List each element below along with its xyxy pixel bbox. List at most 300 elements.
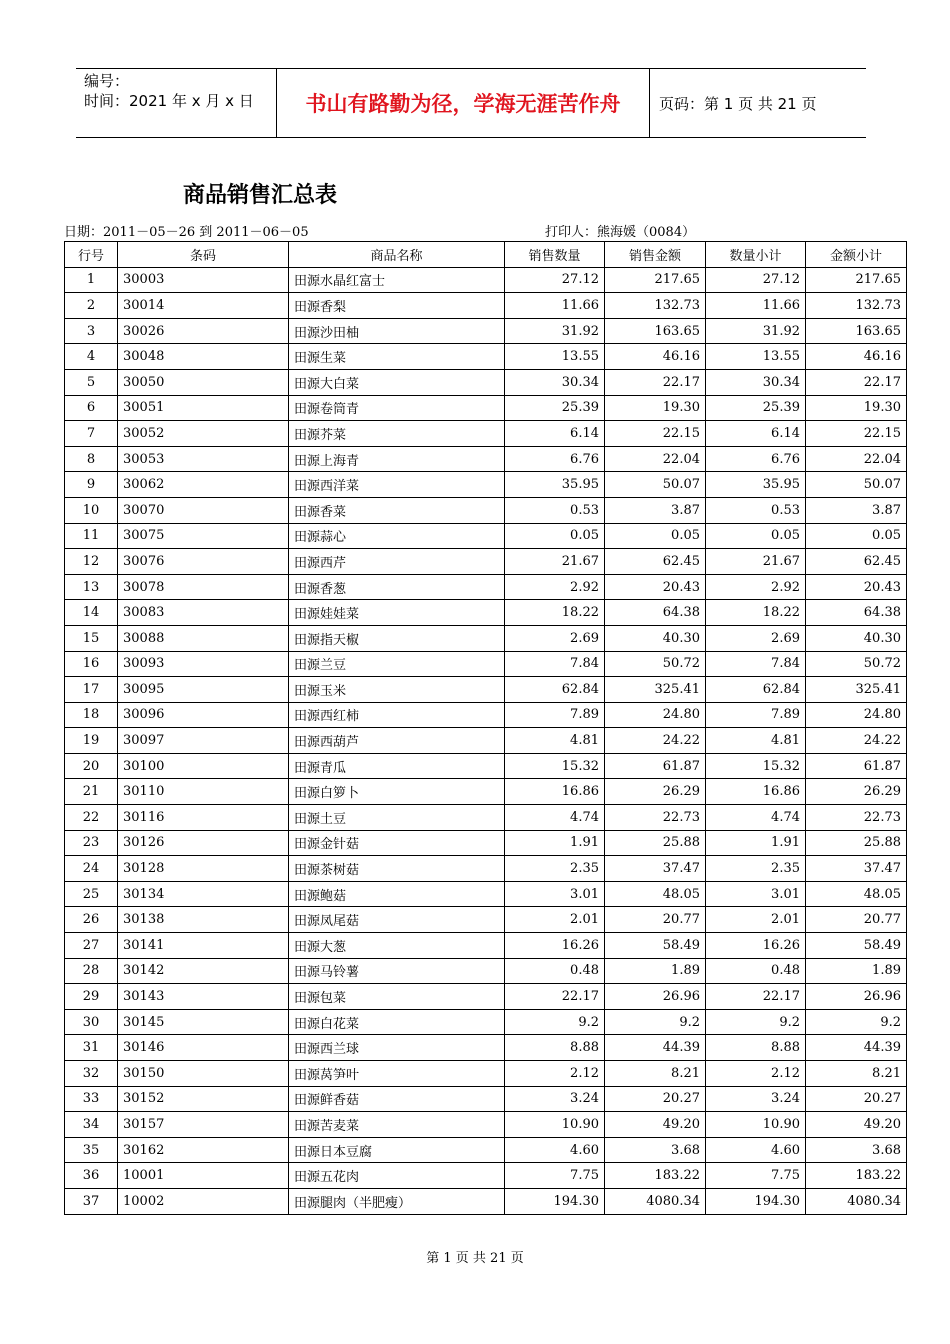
sales-quantity-cell: 31.92 [505,318,605,344]
sales-quantity-cell: 16.26 [505,933,605,959]
quantity-subtotal-cell: 194.30 [706,1188,806,1214]
product-name-cell: 田源香葱 [289,574,505,600]
sales-amount-cell: 3.87 [605,497,706,523]
row-number-cell: 18 [65,702,118,728]
product-name-cell: 田源西葫芦 [289,728,505,754]
barcode-cell: 30003 [118,267,289,293]
product-name-cell: 田源蒜心 [289,523,505,549]
amount-subtotal-cell: 217.65 [806,267,907,293]
sales-quantity-cell: 35.95 [505,472,605,498]
column-header: 金额小计 [806,242,907,268]
row-number-cell: 27 [65,933,118,959]
row-number-cell: 9 [65,472,118,498]
sales-quantity-cell: 25.39 [505,395,605,421]
row-number-cell: 25 [65,881,118,907]
date-range: 日期：2011－05－26 到 2011－06－05 [64,225,309,240]
quantity-subtotal-cell: 35.95 [706,472,806,498]
product-name-cell: 田源西洋菜 [289,472,505,498]
column-header: 数量小计 [706,242,806,268]
sales-amount-cell: 40.30 [605,625,706,651]
sales-amount-cell: 37.47 [605,856,706,882]
barcode-cell: 30052 [118,421,289,447]
sales-quantity-cell: 2.92 [505,574,605,600]
sales-quantity-cell: 9.2 [505,1009,605,1035]
amount-subtotal-cell: 64.38 [806,600,907,626]
table-row [65,651,907,677]
row-number-cell: 22 [65,805,118,831]
table-row [65,1009,907,1035]
product-name-cell: 田源水晶红富士 [289,267,505,293]
barcode-cell: 30152 [118,1086,289,1112]
barcode-cell: 30053 [118,446,289,472]
sales-amount-cell: 62.45 [605,549,706,575]
table-header-row [65,242,907,268]
row-number-cell: 26 [65,907,118,933]
row-number-cell: 37 [65,1188,118,1214]
row-number-cell: 10 [65,497,118,523]
barcode-cell: 30051 [118,395,289,421]
barcode-cell: 30141 [118,933,289,959]
barcode-cell: 30097 [118,728,289,754]
sales-quantity-cell: 6.14 [505,421,605,447]
product-name-cell: 田源马铃薯 [289,958,505,984]
quantity-subtotal-cell: 0.53 [706,497,806,523]
quantity-subtotal-cell: 6.14 [706,421,806,447]
amount-subtotal-cell: 62.45 [806,549,907,575]
sales-amount-cell: 24.80 [605,702,706,728]
table-row [65,600,907,626]
sales-amount-cell: 50.72 [605,651,706,677]
barcode-cell: 30076 [118,549,289,575]
barcode-cell: 30070 [118,497,289,523]
row-number-cell: 34 [65,1112,118,1138]
sales-quantity-cell: 22.17 [505,984,605,1010]
sales-quantity-cell: 2.01 [505,907,605,933]
quantity-subtotal-cell: 31.92 [706,318,806,344]
barcode-cell: 30146 [118,1035,289,1061]
sales-amount-cell: 3.68 [605,1137,706,1163]
table-row [65,523,907,549]
product-name-cell: 田源五花肉 [289,1163,505,1189]
sales-amount-cell: 163.65 [605,318,706,344]
row-number-cell: 19 [65,728,118,754]
amount-subtotal-cell: 22.73 [806,805,907,831]
quantity-subtotal-cell: 4.81 [706,728,806,754]
amount-subtotal-cell: 3.68 [806,1137,907,1163]
barcode-cell: 30128 [118,856,289,882]
quantity-subtotal-cell: 0.48 [706,958,806,984]
barcode-cell: 30048 [118,344,289,370]
quantity-subtotal-cell: 21.67 [706,549,806,575]
barcode-cell: 30078 [118,574,289,600]
table-row [65,881,907,907]
sales-quantity-cell: 2.12 [505,1061,605,1087]
row-number-cell: 8 [65,446,118,472]
product-name-cell: 田源沙田柚 [289,318,505,344]
quantity-subtotal-cell: 10.90 [706,1112,806,1138]
amount-subtotal-cell: 163.65 [806,318,907,344]
product-name-cell: 田源上海青 [289,446,505,472]
sales-quantity-cell: 4.74 [505,805,605,831]
quantity-subtotal-cell: 3.01 [706,881,806,907]
amount-subtotal-cell: 22.04 [806,446,907,472]
quantity-subtotal-cell: 4.74 [706,805,806,831]
sales-amount-cell: 8.21 [605,1061,706,1087]
document-title: 商品销售汇总表 [183,183,338,208]
row-number-cell: 6 [65,395,118,421]
row-number-cell: 3 [65,318,118,344]
sales-quantity-cell: 4.60 [505,1137,605,1163]
quantity-subtotal-cell: 11.66 [706,293,806,319]
sales-quantity-cell: 6.76 [505,446,605,472]
column-header: 销售金额 [605,242,706,268]
row-number-cell: 17 [65,677,118,703]
sales-quantity-cell: 11.66 [505,293,605,319]
barcode-cell: 30083 [118,600,289,626]
product-name-cell: 田源包菜 [289,984,505,1010]
sales-amount-cell: 22.04 [605,446,706,472]
sales-quantity-cell: 194.30 [505,1188,605,1214]
quantity-subtotal-cell: 27.12 [706,267,806,293]
amount-subtotal-cell: 183.22 [806,1163,907,1189]
product-name-cell: 田源香菜 [289,497,505,523]
sales-amount-cell: 49.20 [605,1112,706,1138]
sales-amount-cell: 22.15 [605,421,706,447]
sales-amount-cell: 20.43 [605,574,706,600]
sales-amount-cell: 20.77 [605,907,706,933]
row-number-cell: 7 [65,421,118,447]
sales-quantity-cell: 4.81 [505,728,605,754]
barcode-cell: 30142 [118,958,289,984]
row-number-cell: 15 [65,625,118,651]
quantity-subtotal-cell: 2.92 [706,574,806,600]
barcode-cell: 30150 [118,1061,289,1087]
sales-quantity-cell: 13.55 [505,344,605,370]
column-header: 行号 [65,242,118,268]
sales-quantity-cell: 7.84 [505,651,605,677]
sales-amount-cell: 46.16 [605,344,706,370]
sales-quantity-cell: 7.75 [505,1163,605,1189]
row-number-cell: 16 [65,651,118,677]
product-name-cell: 田源金针菇 [289,830,505,856]
table-row [65,1137,907,1163]
barcode-cell: 30145 [118,1009,289,1035]
column-header: 条码 [118,242,289,268]
sales-quantity-cell: 7.89 [505,702,605,728]
table-row [65,1035,907,1061]
barcode-cell: 30050 [118,369,289,395]
amount-subtotal-cell: 61.87 [806,753,907,779]
product-name-cell: 田源凤尾菇 [289,907,505,933]
sales-amount-cell: 4080.34 [605,1188,706,1214]
sales-quantity-cell: 2.69 [505,625,605,651]
row-number-cell: 21 [65,779,118,805]
barcode-cell: 30100 [118,753,289,779]
sales-quantity-cell: 10.90 [505,1112,605,1138]
barcode-cell: 10002 [118,1188,289,1214]
quantity-subtotal-cell: 0.05 [706,523,806,549]
table-row [65,344,907,370]
row-number-cell: 2 [65,293,118,319]
barcode-cell: 30143 [118,984,289,1010]
barcode-cell: 30088 [118,625,289,651]
table-row [65,1188,907,1214]
product-name-cell: 田源日本豆腐 [289,1137,505,1163]
barcode-cell: 30110 [118,779,289,805]
row-number-cell: 36 [65,1163,118,1189]
sales-amount-cell: 217.65 [605,267,706,293]
table-row [65,856,907,882]
product-name-cell: 田源西芹 [289,549,505,575]
table-row [65,421,907,447]
table-row [65,395,907,421]
sales-quantity-cell: 1.91 [505,830,605,856]
amount-subtotal-cell: 24.80 [806,702,907,728]
time-label: 时间：2021 年 x 月 x 日 [84,92,254,110]
product-name-cell: 田源莴笋叶 [289,1061,505,1087]
quantity-subtotal-cell: 2.69 [706,625,806,651]
page-footer: 第 1 页 共 21 页 [426,1251,524,1266]
sales-amount-cell: 50.07 [605,472,706,498]
table-row [65,907,907,933]
amount-subtotal-cell: 8.21 [806,1061,907,1087]
header-info [84,71,274,111]
quantity-subtotal-cell: 2.35 [706,856,806,882]
table-row [65,1112,907,1138]
sales-quantity-cell: 27.12 [505,267,605,293]
amount-subtotal-cell: 1.89 [806,958,907,984]
quantity-subtotal-cell: 62.84 [706,677,806,703]
sales-quantity-cell: 2.35 [505,856,605,882]
sales-quantity-cell: 62.84 [505,677,605,703]
code-label: 编号： [84,72,130,90]
barcode-cell: 30095 [118,677,289,703]
amount-subtotal-cell: 44.39 [806,1035,907,1061]
quantity-subtotal-cell: 30.34 [706,369,806,395]
page-header [76,68,866,138]
sales-quantity-cell: 21.67 [505,549,605,575]
amount-subtotal-cell: 49.20 [806,1112,907,1138]
table-row [65,446,907,472]
table-row [65,1086,907,1112]
sales-amount-cell: 325.41 [605,677,706,703]
amount-subtotal-cell: 26.96 [806,984,907,1010]
table-row [65,1061,907,1087]
table-row [65,779,907,805]
row-number-cell: 30 [65,1009,118,1035]
amount-subtotal-cell: 3.87 [806,497,907,523]
table-row [65,497,907,523]
amount-subtotal-cell: 48.05 [806,881,907,907]
barcode-cell: 30157 [118,1112,289,1138]
barcode-cell: 30126 [118,830,289,856]
header-motto: 书山有路勤为径，学海无涯苦作舟 [305,92,621,116]
row-number-cell: 5 [65,369,118,395]
sales-quantity-cell: 16.86 [505,779,605,805]
sales-amount-cell: 0.05 [605,523,706,549]
product-name-cell: 田源白箩卜 [289,779,505,805]
table-row [65,702,907,728]
product-name-cell: 田源茶树菇 [289,856,505,882]
sales-amount-cell: 22.17 [605,369,706,395]
row-number-cell: 1 [65,267,118,293]
barcode-cell: 30026 [118,318,289,344]
sales-amount-cell: 58.49 [605,933,706,959]
product-name-cell: 田源苦麦菜 [289,1112,505,1138]
table-row [65,984,907,1010]
sales-quantity-cell: 15.32 [505,753,605,779]
product-name-cell: 田源土豆 [289,805,505,831]
barcode-cell: 30134 [118,881,289,907]
barcode-cell: 30075 [118,523,289,549]
table-row [65,1163,907,1189]
table-row [65,625,907,651]
product-name-cell: 田源兰豆 [289,651,505,677]
amount-subtotal-cell: 22.17 [806,369,907,395]
product-name-cell: 田源白花菜 [289,1009,505,1035]
row-number-cell: 13 [65,574,118,600]
sales-amount-cell: 132.73 [605,293,706,319]
row-number-cell: 12 [65,549,118,575]
sales-quantity-cell: 3.24 [505,1086,605,1112]
product-name-cell: 田源西红柿 [289,702,505,728]
sales-amount-cell: 25.88 [605,830,706,856]
header-divider [649,69,650,137]
sales-amount-cell: 26.29 [605,779,706,805]
quantity-subtotal-cell: 9.2 [706,1009,806,1035]
row-number-cell: 33 [65,1086,118,1112]
product-name-cell: 田源指天椒 [289,625,505,651]
product-name-cell: 田源腿肉（半肥瘦） [289,1188,505,1214]
sales-quantity-cell: 3.01 [505,881,605,907]
amount-subtotal-cell: 4080.34 [806,1188,907,1214]
product-name-cell: 田源生菜 [289,344,505,370]
product-name-cell: 田源芥菜 [289,421,505,447]
amount-subtotal-cell: 37.47 [806,856,907,882]
column-header: 商品名称 [289,242,505,268]
amount-subtotal-cell: 26.29 [806,779,907,805]
product-name-cell: 田源青瓜 [289,753,505,779]
barcode-cell: 30096 [118,702,289,728]
quantity-subtotal-cell: 7.89 [706,702,806,728]
table-row [65,805,907,831]
table-row [65,958,907,984]
row-number-cell: 29 [65,984,118,1010]
row-number-cell: 31 [65,1035,118,1061]
sales-quantity-cell: 0.48 [505,958,605,984]
table-row [65,933,907,959]
sales-amount-cell: 44.39 [605,1035,706,1061]
barcode-cell: 10001 [118,1163,289,1189]
sales-summary-table [64,241,907,1215]
header-page-info: 页码：第 1 页 共 21 页 [659,95,817,113]
table-row [65,830,907,856]
sales-amount-cell: 22.73 [605,805,706,831]
table-row [65,293,907,319]
quantity-subtotal-cell: 2.12 [706,1061,806,1087]
quantity-subtotal-cell: 25.39 [706,395,806,421]
product-name-cell: 田源大白菜 [289,369,505,395]
sales-quantity-cell: 0.53 [505,497,605,523]
table-row [65,472,907,498]
amount-subtotal-cell: 325.41 [806,677,907,703]
row-number-cell: 11 [65,523,118,549]
amount-subtotal-cell: 20.27 [806,1086,907,1112]
barcode-cell: 30138 [118,907,289,933]
barcode-cell: 30062 [118,472,289,498]
table-row [65,549,907,575]
printer-info: 打印人：熊海媛（0084） [545,225,696,240]
row-number-cell: 35 [65,1137,118,1163]
amount-subtotal-cell: 50.72 [806,651,907,677]
sales-quantity-cell: 0.05 [505,523,605,549]
product-name-cell: 田源鲍菇 [289,881,505,907]
sales-amount-cell: 24.22 [605,728,706,754]
sales-amount-cell: 61.87 [605,753,706,779]
table-row [65,574,907,600]
product-name-cell: 田源鲜香菇 [289,1086,505,1112]
table-body [65,267,907,1214]
product-name-cell: 田源娃娃菜 [289,600,505,626]
amount-subtotal-cell: 58.49 [806,933,907,959]
amount-subtotal-cell: 22.15 [806,421,907,447]
sales-amount-cell: 64.38 [605,600,706,626]
row-number-cell: 28 [65,958,118,984]
table-row [65,753,907,779]
quantity-subtotal-cell: 7.84 [706,651,806,677]
quantity-subtotal-cell: 18.22 [706,600,806,626]
sales-amount-cell: 20.27 [605,1086,706,1112]
table-row [65,318,907,344]
row-number-cell: 23 [65,830,118,856]
table-row [65,369,907,395]
quantity-subtotal-cell: 7.75 [706,1163,806,1189]
row-number-cell: 20 [65,753,118,779]
sales-amount-cell: 1.89 [605,958,706,984]
sales-amount-cell: 19.30 [605,395,706,421]
table-row [65,677,907,703]
quantity-subtotal-cell: 16.26 [706,933,806,959]
sales-amount-cell: 48.05 [605,881,706,907]
row-number-cell: 24 [65,856,118,882]
sales-quantity-cell: 30.34 [505,369,605,395]
quantity-subtotal-cell: 2.01 [706,907,806,933]
amount-subtotal-cell: 40.30 [806,625,907,651]
quantity-subtotal-cell: 16.86 [706,779,806,805]
sales-amount-cell: 26.96 [605,984,706,1010]
amount-subtotal-cell: 132.73 [806,293,907,319]
amount-subtotal-cell: 25.88 [806,830,907,856]
sales-quantity-cell: 8.88 [505,1035,605,1061]
quantity-subtotal-cell: 8.88 [706,1035,806,1061]
sales-amount-cell: 183.22 [605,1163,706,1189]
column-header: 销售数量 [505,242,605,268]
amount-subtotal-cell: 46.16 [806,344,907,370]
barcode-cell: 30162 [118,1137,289,1163]
amount-subtotal-cell: 20.77 [806,907,907,933]
row-number-cell: 4 [65,344,118,370]
product-name-cell: 田源西兰球 [289,1035,505,1061]
sales-quantity-cell: 18.22 [505,600,605,626]
row-number-cell: 32 [65,1061,118,1087]
amount-subtotal-cell: 50.07 [806,472,907,498]
barcode-cell: 30014 [118,293,289,319]
quantity-subtotal-cell: 13.55 [706,344,806,370]
amount-subtotal-cell: 0.05 [806,523,907,549]
quantity-subtotal-cell: 15.32 [706,753,806,779]
quantity-subtotal-cell: 6.76 [706,446,806,472]
quantity-subtotal-cell: 22.17 [706,984,806,1010]
